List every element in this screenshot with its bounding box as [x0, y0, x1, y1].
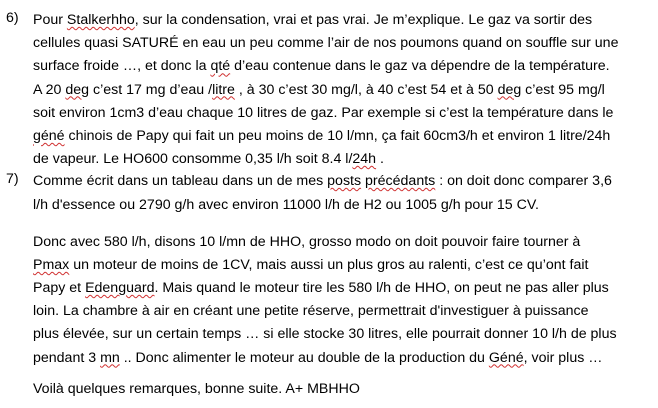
text-run: .. Donc alimenter le moteur au double de la production du — [119, 349, 489, 366]
text-line — [33, 80, 605, 100]
spellcheck-word: deg — [65, 81, 90, 98]
text-line — [33, 10, 592, 30]
text-run: , sur la condensation, vrai et pas vrai. Je m’explique. Le gaz va sortir des — [134, 12, 593, 28]
text-run: : on doit donc comparer 3,6 — [435, 173, 612, 189]
spellcheck-word: Edenguard — [85, 280, 155, 297]
text-line — [33, 56, 610, 76]
spellcheck-word: posts — [327, 173, 362, 189]
text-run: plus élevée, sur un certain temps … si elle stocke 30 litres, elle pourrait donner 10 l/h de plus — [33, 326, 617, 343]
spellcheck-word: qté — [210, 58, 231, 75]
text-run: loin. La chambre à air en créant une petite réserve, permettrait d'investiguer à puissance — [33, 303, 589, 320]
text-run: . Mais quand le moteur tire les 580 l/h de HHO, on peut ne pas aller plus — [154, 280, 609, 297]
list-number: 6) — [6, 10, 19, 26]
text-run: Donc avec 580 l/h, disons 10 l/mn de HHO, grosso modo on doit pouvoir faire tourner à — [33, 234, 581, 250]
spellcheck-word: litre — [212, 81, 235, 98]
text-run: . — [376, 151, 384, 168]
text-run: c’est 17 mg d’eau / — [89, 81, 213, 98]
text-line — [33, 171, 612, 191]
text-line — [33, 301, 589, 321]
list-number: 7) — [6, 171, 19, 187]
text-run: pendant 3 — [33, 349, 101, 366]
text-run: Comme écrit dans un tableau dans un de mes — [33, 173, 328, 189]
spellcheck-word: mn — [100, 349, 120, 366]
text-run: un moteur de moins de 1CV, mais aussi un plus gros au ralenti, c’est ce qu’ont fait — [69, 257, 589, 274]
text-run: A 20 — [33, 81, 66, 98]
text-line — [33, 232, 580, 252]
text-run: de vapeur. Le HO600 consomme 0,35 l/h soit 8.4 l/ — [33, 151, 353, 168]
text-line — [33, 195, 539, 215]
spellcheck-word: géné — [33, 128, 65, 144]
spellcheck-word: Pmax — [33, 257, 70, 274]
spellcheck-word: deg — [497, 81, 522, 98]
text-run: d’eau contenue dans le gaz va dépendre de la température. — [230, 58, 610, 75]
text-run: , à 30 c’est 30 mg/l, à 40 c’est 54 et à 50 — [234, 81, 498, 98]
text-run: , voir plus … — [523, 349, 603, 366]
text-line — [33, 278, 609, 298]
text-run: cellules quasi SATURÉ en eau un peu comme l’air de nos poumons quand on souffle sur une — [33, 35, 619, 52]
text-line — [33, 126, 610, 146]
text-line — [33, 33, 618, 53]
text-run: l/h d'essence ou 2790 g/h avec environ 11000 l/h de H2 ou 1005 g/h pour 15 CV. — [33, 196, 539, 213]
text-run: soit environ 1cm3 d’eau chaque 10 litres de gaz. Par exemple si c’est la température dans le — [33, 104, 614, 121]
text-run: surface froide …, et donc la — [33, 58, 211, 75]
text-line — [33, 348, 602, 368]
text-run: Papy et — [33, 280, 86, 297]
text-line — [33, 324, 617, 344]
text-run: c’est 95 mg/l — [521, 81, 605, 98]
spellcheck-word: 24h — [352, 151, 377, 168]
spellcheck-word: Géné — [488, 349, 524, 366]
spellcheck-word: précédants — [365, 173, 436, 189]
closing-text: Voilà quelques remarques, bonne suite. A+ MBHHO — [33, 381, 360, 397]
text-line — [33, 149, 384, 169]
text-line — [33, 255, 588, 275]
spellcheck-word: Stalkerhho — [66, 12, 135, 28]
text-run: Pour — [33, 12, 67, 28]
text-run: chinois de Papy qui fait un peu moins de 10 l/mn, ça fait 60cm3/h et environ 1 litre/24h — [64, 128, 611, 144]
text-line — [33, 103, 613, 123]
